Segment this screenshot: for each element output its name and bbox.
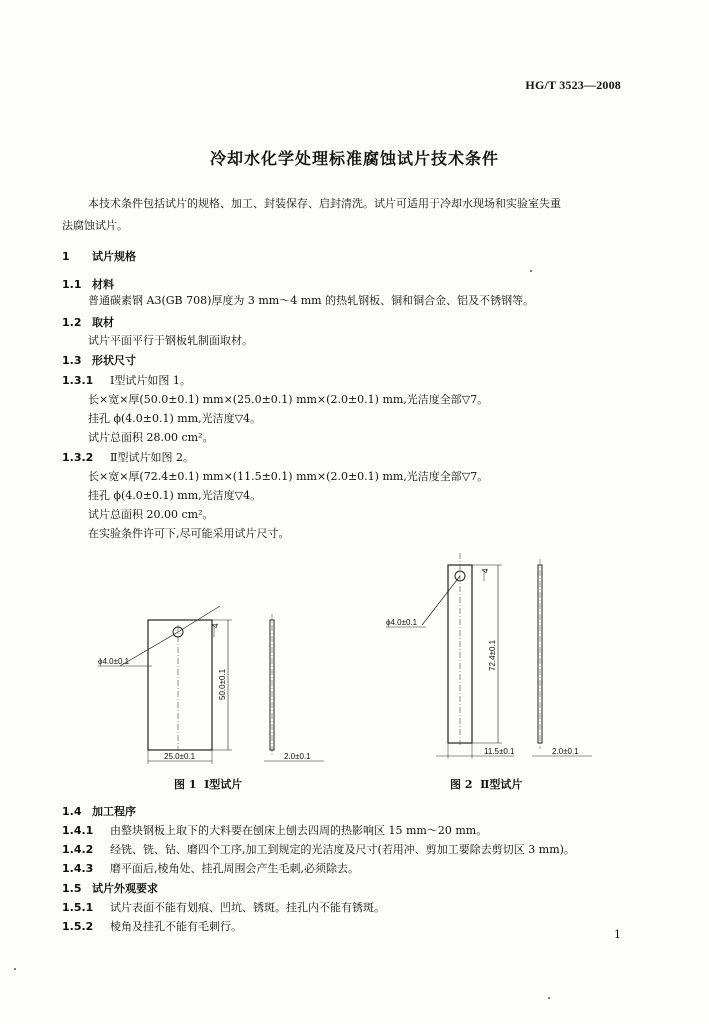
- section-title: 形状尺寸: [92, 354, 136, 367]
- intro-line-1: 本技术条件包括试片的规格、加工、封装保存、启封清洗。试片可适用于冷却水现场和实验室失重: [88, 197, 561, 210]
- section-1-3-1-line-1: [62, 372, 191, 388]
- section-1-5-heading: [62, 880, 158, 896]
- section-text: 由整块钢板上取下的大料要在刨床上刨去四周的热影响区 15 mm～20 mm。: [110, 824, 488, 837]
- section-title: 试片外观要求: [92, 882, 158, 895]
- section-number: 1.3.1: [62, 374, 94, 387]
- section-title: 材料: [92, 278, 114, 291]
- section-1-2-text: 试片平面平行于钢板轧制面取材。: [88, 334, 253, 347]
- section-text: Ⅱ型试片如图 2。: [110, 451, 194, 464]
- width-label: 25.0±0.1: [164, 752, 196, 761]
- intro-line-2: 法腐蚀试片。: [62, 219, 128, 232]
- document-title: 冷却水化学处理标准腐蚀试片技术条件: [209, 149, 499, 168]
- section-1-4-1: [62, 822, 487, 838]
- section-number: 1.5: [62, 882, 82, 895]
- caption-text: Ⅱ型试片: [480, 778, 523, 791]
- section-number: 1.4: [62, 805, 82, 818]
- caption-text: Ⅰ型试片: [204, 778, 243, 791]
- figure-2-caption: [450, 776, 522, 792]
- figure-1-caption: [174, 776, 242, 792]
- section-number: 1.2: [62, 316, 82, 329]
- section-text: 棱角及挂孔不能有毛刺行。: [110, 920, 242, 933]
- length-label: 50.0±0.1: [218, 668, 227, 700]
- top-label: 4: [481, 568, 490, 573]
- section-number: 1.5.2: [62, 920, 94, 933]
- standard-number: HG/T 3523—2008: [525, 78, 621, 92]
- section-number: 1.4.2: [62, 843, 94, 856]
- section-1-3-2-line-5: 在实验条件许可下,尽可能采用试片尺寸。: [88, 527, 290, 540]
- figure-1-drawing: [92, 592, 332, 772]
- section-number: 1: [62, 250, 70, 263]
- hole-label: ϕ4.0±0.1: [98, 657, 130, 666]
- caption-number: 图 1: [174, 778, 197, 791]
- section-text: 磨平面后,棱角处、挂孔周围会产生毛刺,必须除去。: [110, 862, 359, 875]
- specimen-face: [148, 620, 212, 750]
- thick-label: 2.0±0.1: [284, 752, 311, 761]
- section-title: 加工程序: [92, 805, 136, 818]
- section-1-3-1-line-3: 挂孔 ϕ(4.0±0.1) mm,光洁度▽4。: [88, 412, 262, 425]
- scan-speck: [530, 270, 532, 272]
- section-1-heading: [62, 248, 136, 264]
- section-1-3-2-line-2: 长×宽×厚(72.4±0.1) mm×(11.5±0.1) mm×(2.0±0.1) mm,光洁度全部▽7。: [88, 470, 489, 483]
- section-title: 试片规格: [92, 250, 136, 263]
- section-1-3-2-line-3: 挂孔 ϕ(4.0±0.1) mm,光洁度▽4。: [88, 489, 262, 502]
- section-1-5-1: [62, 899, 385, 915]
- section-1-5-2: [62, 918, 242, 934]
- hole-label: ϕ4.0±0.1: [386, 618, 418, 627]
- section-number: 1.4.3: [62, 862, 94, 875]
- section-1-4-3: [62, 860, 359, 876]
- section-1-3-1-line-4: 试片总面积 28.00 cm²。: [88, 431, 214, 444]
- top-label: 4: [211, 623, 220, 628]
- hole-leader: [422, 576, 460, 625]
- section-1-3-2-line-4: 试片总面积 20.00 cm²。: [88, 508, 214, 521]
- section-1-1-text: 普通碳素钢 A3(GB 708)厚度为 3 mm～4 mm 的热轧钢板、铜和铜合金、铝及不锈钢等。: [88, 294, 535, 307]
- section-1-3-2-line-1: [62, 449, 194, 465]
- section-number: 1.3.2: [62, 451, 94, 464]
- figure-2-drawing: [380, 545, 600, 767]
- section-title: 取材: [92, 316, 114, 329]
- section-1-4-2: [62, 841, 575, 857]
- width-label: 11.5±0.1: [484, 747, 515, 756]
- section-text: Ⅰ型试片如图 1。: [110, 374, 191, 387]
- section-number: 1.4.1: [62, 824, 94, 837]
- scan-speck: [14, 968, 16, 970]
- section-text: 经铣、铣、钻、磨四个工序,加工到规定的光洁度及尺寸(若用冲、剪加工要除去剪切区 3 mm)。: [110, 843, 575, 856]
- caption-number: 图 2: [450, 778, 473, 791]
- section-1-1-heading: [62, 276, 114, 292]
- page-number: 1: [614, 928, 621, 941]
- thick-label: 2.0±0.1: [552, 747, 579, 756]
- section-number: 1.3: [62, 354, 82, 367]
- section-1-2-heading: [62, 314, 114, 330]
- scan-speck: [548, 997, 550, 999]
- section-1-3-1-line-2: 长×宽×厚(50.0±0.1) mm×(25.0±0.1) mm×(2.0±0.1) mm,光洁度全部▽7。: [88, 393, 489, 406]
- section-1-4-heading: [62, 803, 136, 819]
- section-1-3-heading: [62, 352, 136, 368]
- section-number: 1.5.1: [62, 901, 94, 914]
- section-text: 试片表面不能有划痕、凹坑、锈斑。挂孔内不能有锈斑。: [110, 901, 385, 914]
- section-number: 1.1: [62, 278, 82, 291]
- length-label: 72.4±0.1: [488, 639, 497, 671]
